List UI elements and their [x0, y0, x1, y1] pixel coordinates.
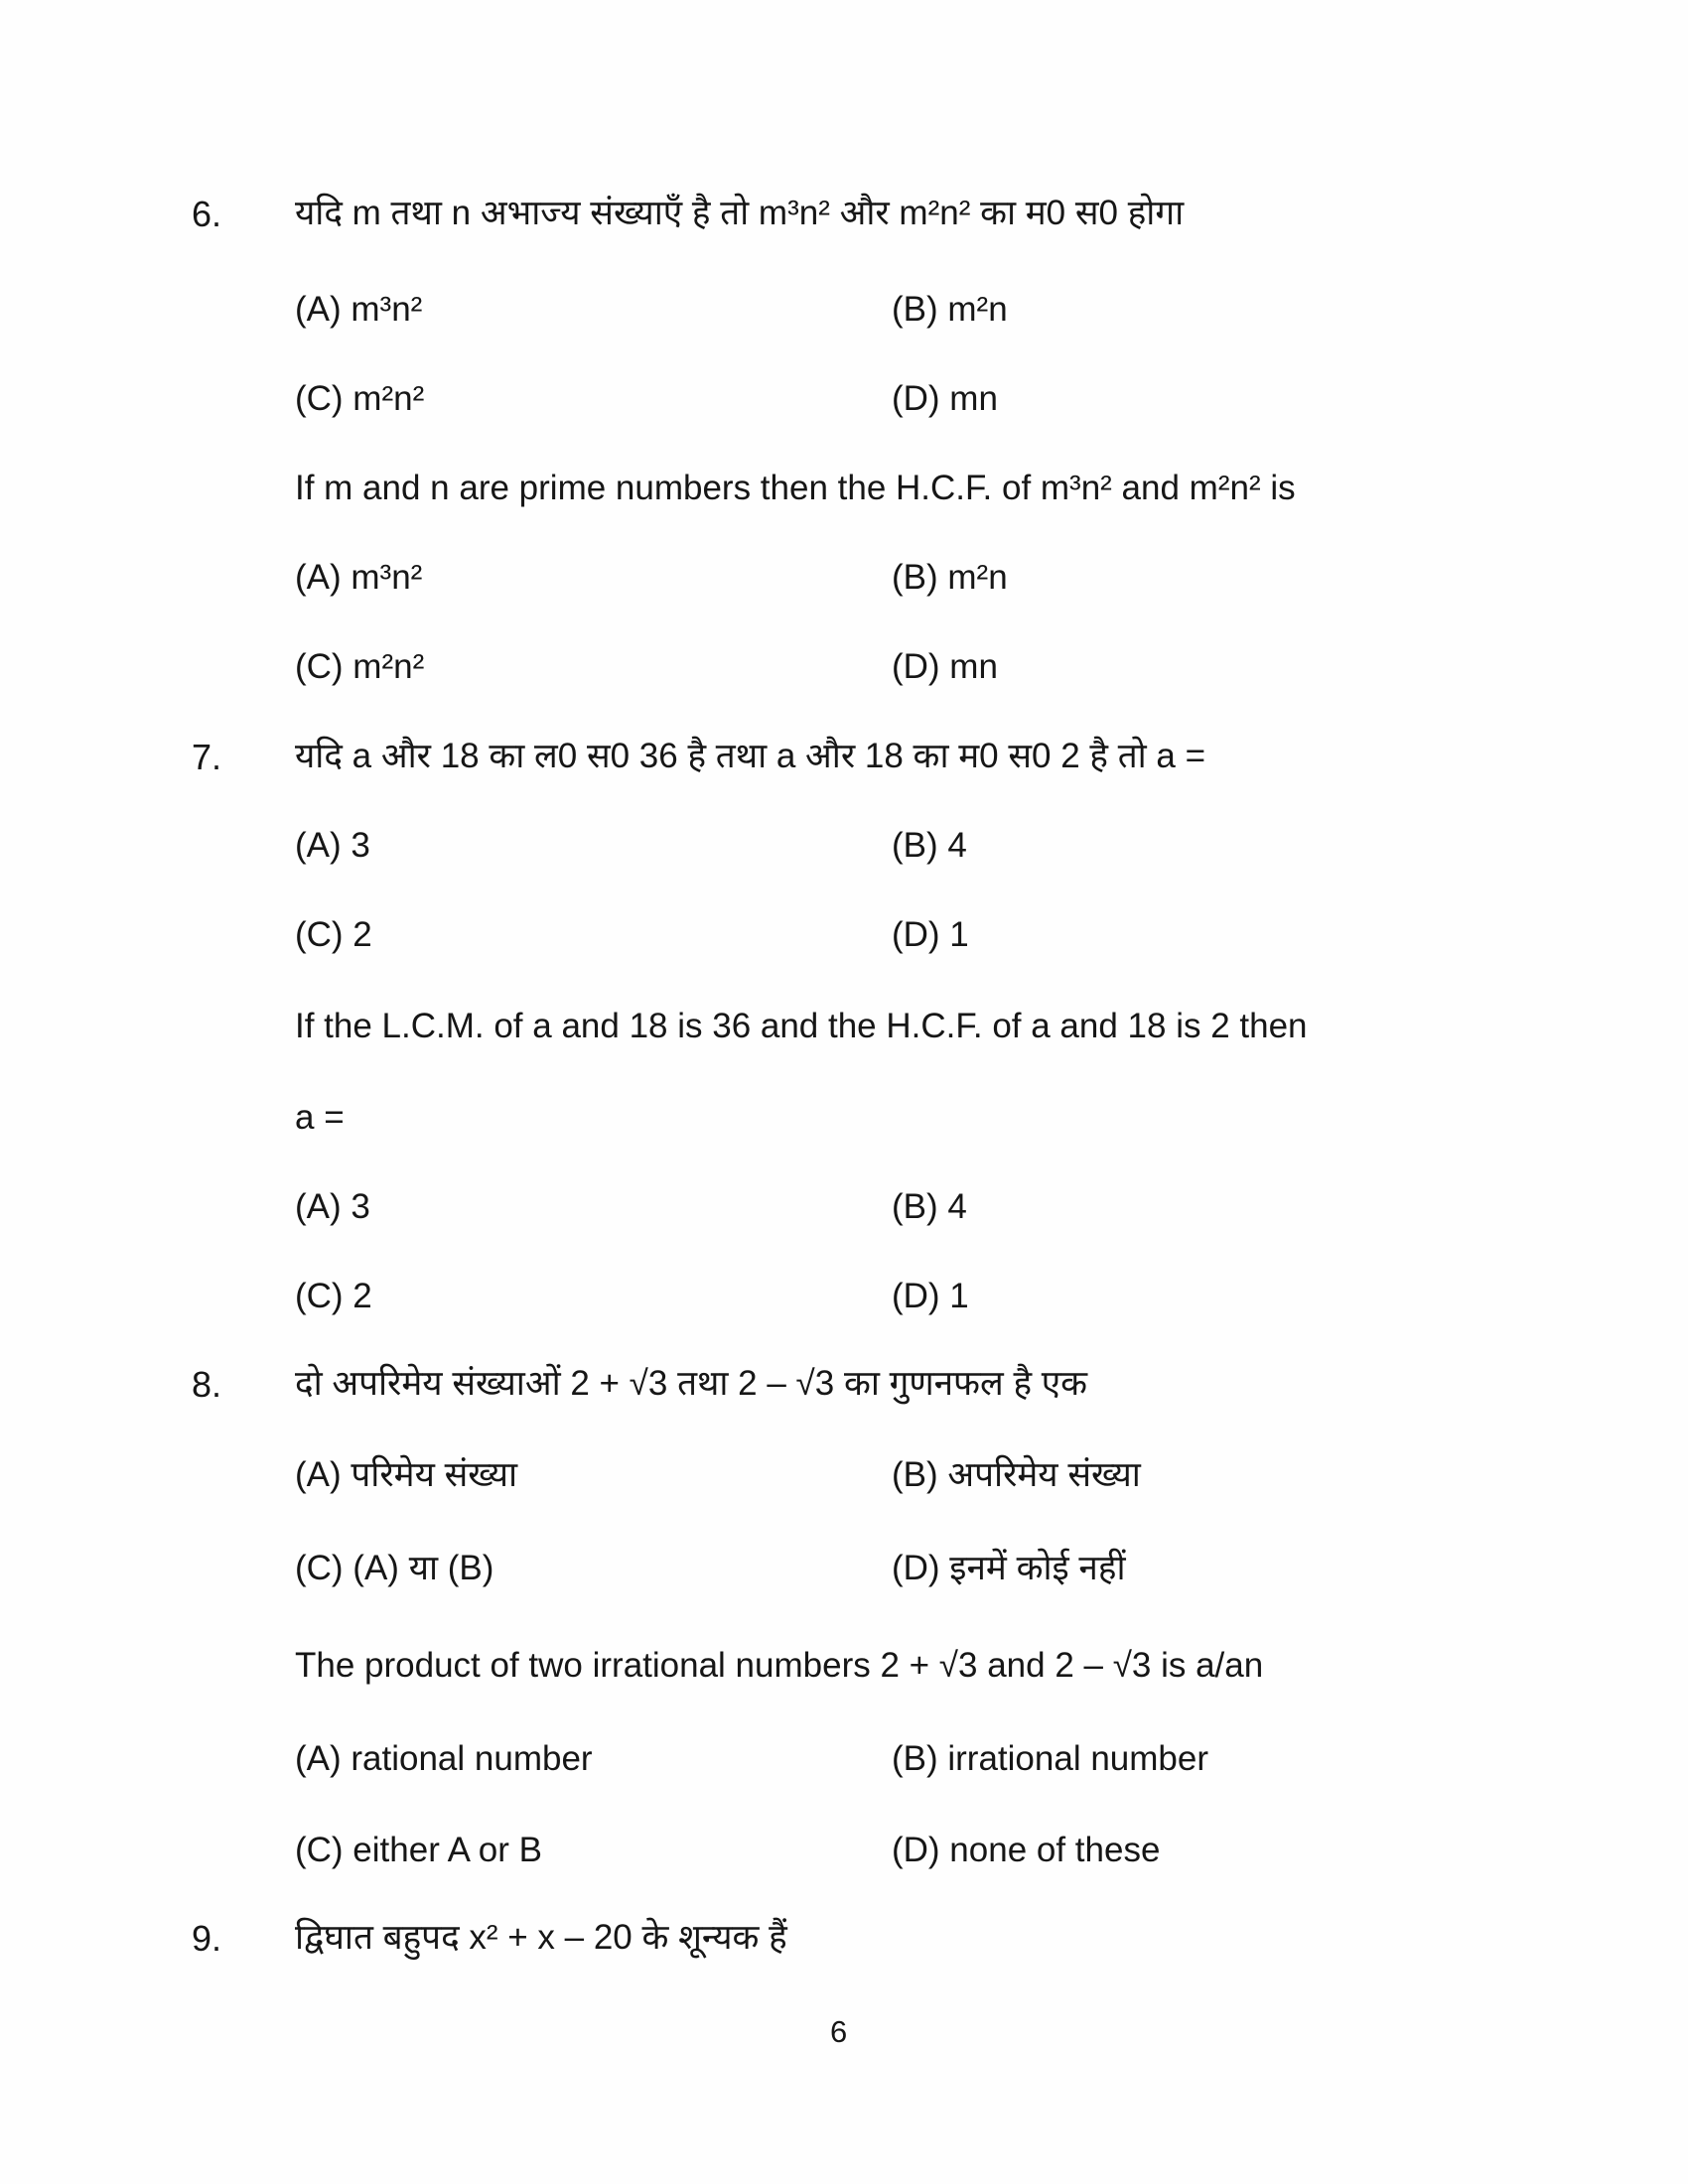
question-8-hindi-option-a: (A) परिमेय संख्या: [295, 1455, 518, 1494]
question-6-english-option-a: (A) m³n²: [295, 558, 423, 597]
question-6-hindi-option-b: (B) m²n: [892, 290, 1008, 329]
question-9-number: 9.: [192, 1918, 222, 1959]
question-6-hindi-option-a: (A) m³n²: [295, 290, 423, 329]
page-number: 6: [830, 2014, 848, 2049]
question-6-english-option-d: (D) mn: [892, 647, 998, 686]
question-6-text-hindi: यदि m तथा n अभाज्य संख्याएँ है तो m³n² और m²n² का म0 स0 होगा: [295, 194, 1185, 232]
question-7-hindi-option-a: (A) 3: [295, 826, 370, 865]
question-6-hindi-option-c: (C) m²n²: [295, 379, 425, 418]
question-7-english-option-c: (C) 2: [295, 1277, 372, 1315]
question-8-hindi-option-b: (B) अपरिमेय संख्या: [892, 1455, 1141, 1494]
question-8-english-option-b: (B) irrational number: [892, 1739, 1208, 1778]
question-6-text-english: If m and n are prime numbers then the H.C.F. of m³n² and m²n² is: [295, 469, 1296, 507]
question-7-english-option-b: (B) 4: [892, 1187, 967, 1226]
question-8-hindi-option-d: (D) इनमें कोई नहीं: [892, 1549, 1126, 1587]
question-6-english-option-c: (C) m²n²: [295, 647, 425, 686]
question-8-hindi-option-c: (C) (A) या (B): [295, 1549, 494, 1587]
question-7-text-english-line1: If the L.C.M. of a and 18 is 36 and the H.C.F. of a and 18 is 2 then: [295, 1007, 1308, 1045]
question-7-english-option-d: (D) 1: [892, 1277, 969, 1315]
question-7-hindi-option-c: (C) 2: [295, 915, 372, 954]
question-7-text-english-line2: a =: [295, 1098, 345, 1137]
question-7-number: 7.: [192, 737, 222, 777]
question-6-number: 6.: [192, 194, 222, 234]
question-7-hindi-option-b: (B) 4: [892, 826, 967, 865]
question-9-text-hindi: द्विघात बहुपद x² + x – 20 के शून्यक हैं: [295, 1918, 787, 1957]
question-7-english-option-a: (A) 3: [295, 1187, 370, 1226]
question-7-text-hindi: यदि a और 18 का ल0 स0 36 है तथा a और 18 का म0 स0 2 है तो a =: [295, 737, 1206, 775]
question-8-number: 8.: [192, 1364, 222, 1405]
question-8-text-hindi: दो अपरिमेय संख्याओं 2 + √3 तथा 2 – √3 का गुणनफल है एक: [295, 1364, 1088, 1403]
question-6-english-option-b: (B) m²n: [892, 558, 1008, 597]
question-8-english-option-d: (D) none of these: [892, 1831, 1161, 1869]
question-8-english-option-c: (C) either A or B: [295, 1831, 542, 1869]
question-8-text-english: The product of two irrational numbers 2 + √3 and 2 – √3 is a/an: [295, 1646, 1264, 1685]
question-6-hindi-option-d: (D) mn: [892, 379, 998, 418]
question-8-english-option-a: (A) rational number: [295, 1739, 593, 1778]
question-7-hindi-option-d: (D) 1: [892, 915, 969, 954]
